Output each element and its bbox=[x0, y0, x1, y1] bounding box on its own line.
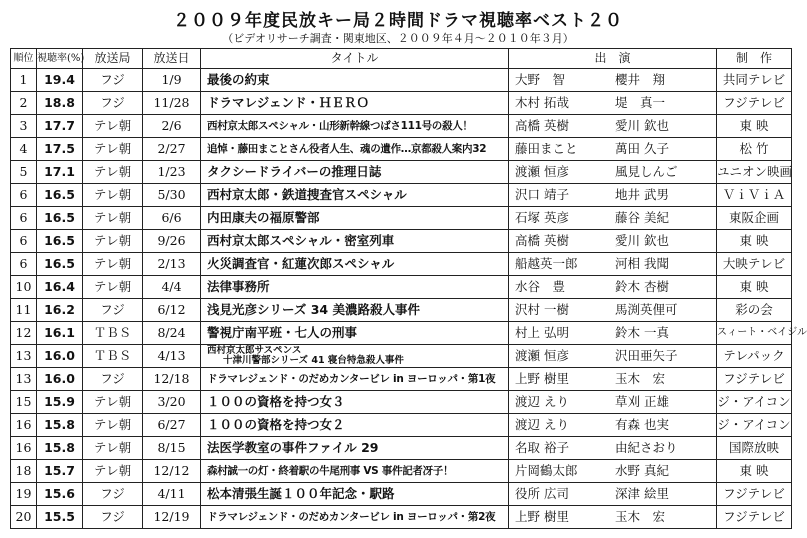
cast-member-1: 高橋 英樹 bbox=[515, 233, 569, 248]
table-row bbox=[11, 437, 792, 460]
title-cell: ドラマレジェンド・のだめカンタービレ in ヨーロッパ・第2夜 bbox=[201, 506, 509, 529]
cast-member-2: 水野 真紀 bbox=[615, 463, 669, 478]
cast-member-2: 馬渕英俚可 bbox=[615, 302, 678, 317]
cast-member-1: 上野 樹里 bbox=[515, 371, 569, 386]
station-cell: テレ朝 bbox=[83, 391, 143, 414]
date-cell: 6/6 bbox=[143, 207, 201, 230]
title-cell: 追悼・藤田まことさん役者人生、魂の遺作…京都殺人案内32 bbox=[201, 138, 509, 161]
table-row bbox=[11, 161, 792, 184]
cast-member-1: 木村 拓哉 bbox=[515, 95, 569, 110]
cast-member-1: 渡辺 えり bbox=[515, 394, 569, 409]
rank-cell: 10 bbox=[11, 276, 37, 299]
cast-member-1: 藤田まこと bbox=[515, 141, 578, 156]
date-cell: 2/13 bbox=[143, 253, 201, 276]
header-rank: 順位 bbox=[11, 49, 37, 69]
station-cell: テレ朝 bbox=[83, 138, 143, 161]
cast-member-1: 大野 智 bbox=[515, 72, 566, 87]
table-row bbox=[11, 506, 792, 529]
cast-member-2: 草刈 正雄 bbox=[615, 394, 669, 409]
producer-cell: テレパック bbox=[717, 345, 792, 368]
cast-member-1: 役所 広司 bbox=[515, 486, 569, 501]
cast-member-1: 村上 弘明 bbox=[515, 325, 569, 340]
table-row bbox=[11, 230, 792, 253]
date-cell: 8/15 bbox=[143, 437, 201, 460]
cast-cell bbox=[509, 345, 717, 368]
cast-member-2: 萬田 久子 bbox=[615, 141, 669, 156]
rank-cell: 6 bbox=[11, 230, 37, 253]
table-row bbox=[11, 483, 792, 506]
cast-cell bbox=[509, 299, 717, 322]
title-cell: １００の資格を持つ女２ bbox=[201, 414, 509, 437]
cast-member-2: 玉木 宏 bbox=[615, 371, 666, 386]
table-row bbox=[11, 92, 792, 115]
rating-cell: 17.1 bbox=[37, 161, 83, 184]
cast-member-1: 沢口 靖子 bbox=[515, 187, 569, 202]
rating-cell: 15.6 bbox=[37, 483, 83, 506]
table-row bbox=[11, 322, 792, 345]
date-cell: 8/24 bbox=[143, 322, 201, 345]
cast-cell bbox=[509, 253, 717, 276]
rating-cell: 19.4 bbox=[37, 69, 83, 92]
rating-cell: 15.8 bbox=[37, 414, 83, 437]
table-row bbox=[11, 368, 792, 391]
rating-cell: 16.1 bbox=[37, 322, 83, 345]
rank-cell: 12 bbox=[11, 322, 37, 345]
station-cell: フジ bbox=[83, 483, 143, 506]
cast-cell bbox=[509, 207, 717, 230]
title-cell: 西村京太郎スペシャル・山形新幹線つばさ111号の殺人！ bbox=[201, 115, 509, 138]
producer-cell: 共同テレビ bbox=[717, 69, 792, 92]
table-row bbox=[11, 299, 792, 322]
title-cell: 内田康夫の福原警部 bbox=[201, 207, 509, 230]
cast-member-2: 愛川 欽也 bbox=[615, 118, 669, 133]
date-cell: 2/27 bbox=[143, 138, 201, 161]
rank-cell: 20 bbox=[11, 506, 37, 529]
rating-cell: 16.5 bbox=[37, 230, 83, 253]
producer-cell: 東 映 bbox=[717, 276, 792, 299]
station-cell: テレ朝 bbox=[83, 460, 143, 483]
title-cell: 森村誠一の灯・終着駅の牛尾刑事 VS 事件記者冴子！ bbox=[201, 460, 509, 483]
table-header-row bbox=[11, 49, 792, 69]
date-cell: 6/27 bbox=[143, 414, 201, 437]
producer-cell: 東 映 bbox=[717, 460, 792, 483]
rating-cell: 16.5 bbox=[37, 184, 83, 207]
rank-cell: 18 bbox=[11, 460, 37, 483]
station-cell: フジ bbox=[83, 69, 143, 92]
producer-cell: 大映テレビ bbox=[717, 253, 792, 276]
table-row bbox=[11, 69, 792, 92]
title-cell bbox=[201, 345, 509, 368]
cast-member-2: 愛川 欽也 bbox=[615, 233, 669, 248]
table-row bbox=[11, 207, 792, 230]
date-cell: 12/12 bbox=[143, 460, 201, 483]
header-cast: 出 演 bbox=[509, 49, 717, 69]
cast-cell bbox=[509, 437, 717, 460]
header-date: 放送日 bbox=[143, 49, 201, 69]
cast-member-1: 上野 樹里 bbox=[515, 509, 569, 524]
rating-cell: 15.9 bbox=[37, 391, 83, 414]
cast-member-1: 水谷 豊 bbox=[515, 279, 566, 294]
rating-cell: 17.7 bbox=[37, 115, 83, 138]
cast-member-2: 有森 也実 bbox=[615, 417, 669, 432]
cast-cell bbox=[509, 276, 717, 299]
cast-member-2: 沢田亜矢子 bbox=[615, 348, 678, 363]
date-cell: 4/13 bbox=[143, 345, 201, 368]
page-subtitle: （ビデオリサーチ調査・関東地区、２００９年４月〜２０１０年３月） bbox=[222, 32, 574, 45]
ratings-table bbox=[10, 48, 807, 529]
title-cell: ドラマレジェンド・のだめカンタービレ in ヨーロッパ・第1夜 bbox=[201, 368, 509, 391]
station-cell: ＴＢＳ bbox=[83, 345, 143, 368]
rating-cell: 16.0 bbox=[37, 345, 83, 368]
cast-member-2: 堤 真一 bbox=[615, 95, 666, 110]
header-station: 放送局 bbox=[83, 49, 143, 69]
station-cell: フジ bbox=[83, 299, 143, 322]
producer-cell: 彩の会 bbox=[717, 299, 792, 322]
rating-cell: 15.5 bbox=[37, 506, 83, 529]
date-cell: 4/11 bbox=[143, 483, 201, 506]
cast-member-1: 名取 裕子 bbox=[515, 440, 569, 455]
producer-cell: 国際放映 bbox=[717, 437, 792, 460]
producer-cell: フジテレビ bbox=[717, 92, 792, 115]
title-cell: 浅見光彦シリーズ 34 美濃路殺人事件 bbox=[201, 299, 509, 322]
rank-cell: 16 bbox=[11, 414, 37, 437]
rating-cell: 15.8 bbox=[37, 437, 83, 460]
station-cell: テレ朝 bbox=[83, 414, 143, 437]
cast-cell bbox=[509, 460, 717, 483]
cast-cell bbox=[509, 506, 717, 529]
cast-cell bbox=[509, 414, 717, 437]
station-cell: フジ bbox=[83, 92, 143, 115]
rank-cell: 3 bbox=[11, 115, 37, 138]
rank-cell: 16 bbox=[11, 437, 37, 460]
date-cell: 1/23 bbox=[143, 161, 201, 184]
cast-member-2: 玉木 宏 bbox=[615, 509, 666, 524]
producer-cell: ジ・アイコン bbox=[717, 414, 792, 437]
rank-cell: 11 bbox=[11, 299, 37, 322]
cast-cell bbox=[509, 184, 717, 207]
producer-cell: ジ・アイコン bbox=[717, 391, 792, 414]
cast-member-2: 由紀さおり bbox=[615, 440, 678, 455]
cast-member-2: 藤谷 美紀 bbox=[615, 210, 669, 225]
rank-cell: 15 bbox=[11, 391, 37, 414]
title-cell: タクシードライバーの推理日誌 bbox=[201, 161, 509, 184]
cast-cell bbox=[509, 115, 717, 138]
cast-cell bbox=[509, 483, 717, 506]
title-cell: ドラマレジェンド・ＨＥＲＯ bbox=[201, 92, 509, 115]
rank-cell: 6 bbox=[11, 184, 37, 207]
date-cell: 9/26 bbox=[143, 230, 201, 253]
station-cell: フジ bbox=[83, 368, 143, 391]
header-title: タイトル bbox=[201, 49, 509, 69]
cast-member-1: 沢村 一樹 bbox=[515, 302, 569, 317]
station-cell: テレ朝 bbox=[83, 161, 143, 184]
title-cell: 火災調査官・紅蓮次郎スペシャル bbox=[201, 253, 509, 276]
cast-member-1: 船越英一郎 bbox=[515, 256, 578, 271]
title-cell: 法医学教室の事件ファイル 29 bbox=[201, 437, 509, 460]
cast-member-2: 河相 我聞 bbox=[615, 256, 669, 271]
cast-cell bbox=[509, 368, 717, 391]
header-producer: 制 作 bbox=[717, 49, 792, 69]
date-cell: 1/9 bbox=[143, 69, 201, 92]
rating-cell: 16.4 bbox=[37, 276, 83, 299]
date-cell: 12/18 bbox=[143, 368, 201, 391]
producer-cell: 松 竹 bbox=[717, 138, 792, 161]
rank-cell: 4 bbox=[11, 138, 37, 161]
title-line-1: 西村京太郎サスペンス bbox=[207, 345, 302, 356]
cast-cell bbox=[509, 138, 717, 161]
cast-member-2: 風見しんご bbox=[615, 164, 678, 179]
cast-member-1: 高橋 英樹 bbox=[515, 118, 569, 133]
cast-member-1: 片岡鶴太郎 bbox=[515, 463, 578, 478]
rank-cell: 13 bbox=[11, 368, 37, 391]
station-cell: テレ朝 bbox=[83, 230, 143, 253]
title-cell: 西村京太郎・鉄道捜査官スペシャル bbox=[201, 184, 509, 207]
table-row bbox=[11, 138, 792, 161]
rating-cell: 16.5 bbox=[37, 253, 83, 276]
table-row bbox=[11, 184, 792, 207]
rating-cell: 16.0 bbox=[37, 368, 83, 391]
rating-cell: 15.7 bbox=[37, 460, 83, 483]
table-row bbox=[11, 391, 792, 414]
producer-cell: 東阪企画 bbox=[717, 207, 792, 230]
table-row bbox=[11, 276, 792, 299]
cast-member-2: 鈴木 一真 bbox=[615, 325, 669, 340]
rating-cell: 18.8 bbox=[37, 92, 83, 115]
cast-member-1: 渡瀬 恒彦 bbox=[515, 348, 569, 363]
rank-cell: 19 bbox=[11, 483, 37, 506]
station-cell: テレ朝 bbox=[83, 437, 143, 460]
rank-cell: 5 bbox=[11, 161, 37, 184]
station-cell: ＴＢＳ bbox=[83, 322, 143, 345]
station-cell: テレ朝 bbox=[83, 115, 143, 138]
cast-cell bbox=[509, 322, 717, 345]
cast-member-1: 石塚 英彦 bbox=[515, 210, 569, 225]
producer-cell: スィート・ベイジル bbox=[717, 322, 792, 345]
producer-cell: 東 映 bbox=[717, 115, 792, 138]
cast-member-2: 櫻井 翔 bbox=[615, 72, 666, 87]
station-cell: テレ朝 bbox=[83, 207, 143, 230]
table-row bbox=[11, 253, 792, 276]
table-row bbox=[11, 115, 792, 138]
rank-cell: 2 bbox=[11, 92, 37, 115]
cast-member-2: 深津 絵里 bbox=[615, 486, 669, 501]
station-cell: テレ朝 bbox=[83, 184, 143, 207]
producer-cell: フジテレビ bbox=[717, 483, 792, 506]
rank-cell: 6 bbox=[11, 207, 37, 230]
cast-member-2: 鈴木 杏樹 bbox=[615, 279, 669, 294]
rating-cell: 17.5 bbox=[37, 138, 83, 161]
header-rating: 視聴率(%) bbox=[37, 49, 83, 69]
table-row bbox=[11, 460, 792, 483]
station-cell: テレ朝 bbox=[83, 276, 143, 299]
date-cell: 12/19 bbox=[143, 506, 201, 529]
title-cell: １００の資格を持つ女３ bbox=[201, 391, 509, 414]
date-cell: 4/4 bbox=[143, 276, 201, 299]
cast-member-2: 地井 武男 bbox=[615, 187, 669, 202]
cast-cell bbox=[509, 391, 717, 414]
cast-cell bbox=[509, 69, 717, 92]
cast-cell bbox=[509, 230, 717, 253]
page-title: ２００９年度民放キー局２時間ドラマ視聴率ベスト２０ bbox=[173, 11, 623, 31]
title-cell: 松本清張生誕１００年記念・駅路 bbox=[201, 483, 509, 506]
station-cell: フジ bbox=[83, 506, 143, 529]
date-cell: 11/28 bbox=[143, 92, 201, 115]
title-cell: 法律事務所 bbox=[201, 276, 509, 299]
cast-member-1: 渡瀬 恒彦 bbox=[515, 164, 569, 179]
producer-cell: ＶｉＶｉＡ bbox=[717, 184, 792, 207]
producer-cell: ユニオン映画 bbox=[717, 161, 792, 184]
producer-cell: フジテレビ bbox=[717, 368, 792, 391]
rating-cell: 16.2 bbox=[37, 299, 83, 322]
rank-cell: 13 bbox=[11, 345, 37, 368]
producer-cell: 東 映 bbox=[717, 230, 792, 253]
rating-cell: 16.5 bbox=[37, 207, 83, 230]
table-row bbox=[11, 414, 792, 437]
title-line-2: 十津川警部シリーズ 41 寝台特急殺人事件 bbox=[223, 355, 404, 366]
date-cell: 3/20 bbox=[143, 391, 201, 414]
date-cell: 5/30 bbox=[143, 184, 201, 207]
station-cell: テレ朝 bbox=[83, 253, 143, 276]
title-cell: 警視庁南平班・七人の刑事 bbox=[201, 322, 509, 345]
cast-cell bbox=[509, 161, 717, 184]
cast-cell bbox=[509, 92, 717, 115]
producer-cell: フジテレビ bbox=[717, 506, 792, 529]
rank-cell: 6 bbox=[11, 253, 37, 276]
cast-member-1: 渡辺 えり bbox=[515, 417, 569, 432]
title-cell: 西村京太郎スペシャル・密室列車 bbox=[201, 230, 509, 253]
rank-cell: 1 bbox=[11, 69, 37, 92]
date-cell: 6/12 bbox=[143, 299, 201, 322]
table-row bbox=[11, 345, 792, 368]
date-cell: 2/6 bbox=[143, 115, 201, 138]
title-cell: 最後の約束 bbox=[201, 69, 509, 92]
